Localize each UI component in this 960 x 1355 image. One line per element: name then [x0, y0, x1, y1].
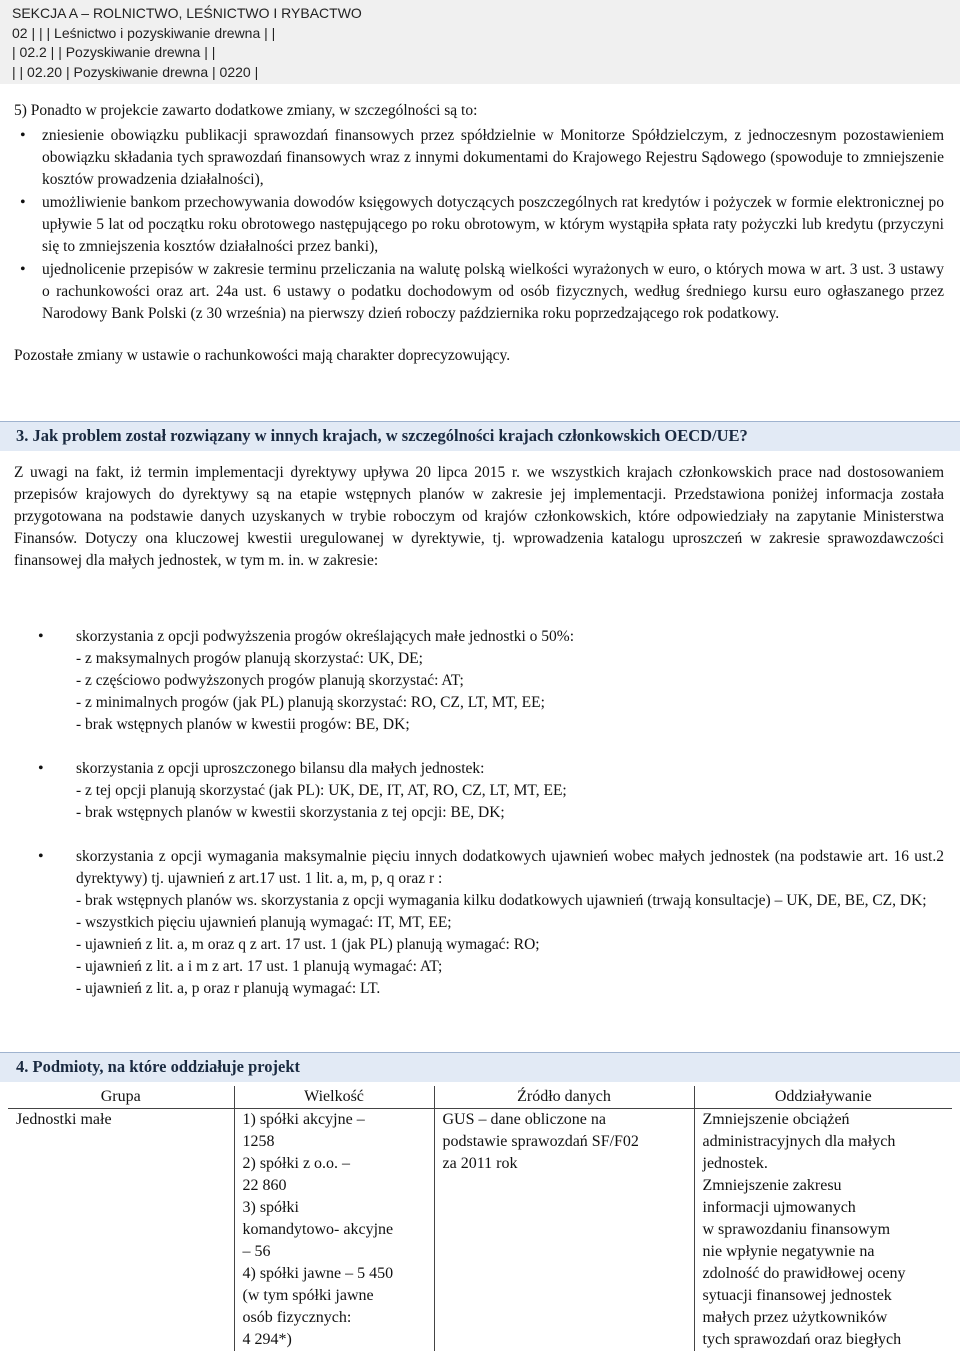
bullet-sub-item: - z minimalnych progów (jak PL) planują skorzystać: RO, CZ, LT, MT, EE;	[76, 694, 545, 711]
bullet-sub-item: - brak wstępnych planów ws. skorzystania z opcji wymagania kilku dodatkowych ujawnień (trwają konsultacje) – UK, DE, BE, CZ, DK;	[76, 892, 927, 909]
bullet-sub-item: - ujawnień z lit. a, m oraz q z art. 17 ust. 1 (jak PL) planują wymagać: RO;	[76, 936, 540, 953]
section-3-heading: 3. Jak problem został rozwiązany w innych krajach, w szczególności krajach członkowskich OECD/UE?	[0, 421, 960, 451]
bullet-sub-item: - ujawnień z lit. a i m z art. 17 ust. 1 planują wymagać: AT;	[76, 958, 443, 975]
section-4-heading: 4. Podmioty, na które oddziałuje projekt	[0, 1052, 960, 1082]
bullet-title: • skorzystania z opcji podwyższenia progów określających małe jednostki o 50%:	[76, 628, 575, 645]
bullet-sub-item: - z częściowo podwyższonych progów planują skorzystać: AT;	[76, 672, 464, 689]
impact-line: w sprawozdaniu finansowym	[702, 1221, 891, 1238]
bullet-sub-item: - brak wstępnych planów w kwestii skorzystania z tej opcji: BE, DK;	[76, 804, 505, 821]
cell-impact	[694, 1109, 952, 1352]
header-line-section: SEKCJA A – ROLNICTWO, LEŚNICTWO I RYBACTWO	[12, 5, 362, 21]
section-5-note: Pozostałe zmiany w ustawie o rachunkowości mają charakter doprecyzowujący.	[14, 347, 511, 364]
source-line: GUS – dane obliczone na	[442, 1111, 607, 1128]
list-item: • umożliwienie bankom przechowywania dowodów księgowych dotyczących poszczególnych rat kredytów i pożyczek w formie elektronicznej po upływie 5 lat od początku roku obrotowego następującego po roku obrotowym, w którym wystąpiła spłata raty pożyczki lub kredytu (przyczyni się to zmniejszenia kosztów działalności przez banki),	[14, 192, 944, 258]
size-line: (w tym spółki jawne	[242, 1287, 374, 1304]
section-5-lead: 5) Ponadto w projekcie zawarto dodatkowe zmiany, w szczególności są to:	[14, 102, 478, 119]
impact-line: nie wpłynie negatywnie na	[702, 1243, 875, 1260]
group-text: Jednostki małe	[16, 1111, 112, 1128]
impact-line: Zmniejszenie obciążeń	[702, 1111, 850, 1128]
size-line: 3) spółki	[242, 1199, 299, 1216]
affected-entities-table	[8, 1086, 952, 1351]
size-line: – 56	[242, 1243, 271, 1260]
impact-line: tych sprawozdań oraz biegłych	[702, 1331, 902, 1348]
impact-line: informacji ujmowanych	[702, 1199, 856, 1216]
header-line-class: | | 02.20 | Pozyskiwanie drewna | 0220 |	[12, 63, 259, 80]
column-header-source: Źródło danych	[434, 1086, 694, 1109]
list-item	[14, 846, 944, 1000]
bullet-title: • skorzystania z opcji uproszczonego bilansu dla małych jednostek:	[76, 760, 485, 777]
impact-line: administracyjnych dla małych	[702, 1133, 896, 1150]
section-3-bullet-list	[14, 626, 944, 1022]
section-3-paragraph: Z uwagi na fakt, iż termin implementacji dyrektywy upływa 20 lipca 2015 r. we wszystkich krajach członkowskich prace nad dostosowaniem przepisów krajowych do dyrektywy są na etapie wstępnych planów w zakresie jej implementacji. Przedstawiona poniżej informacja została przygotowana na podstawie danych uzyskanych w trybie roboczym od krajów członkowskich, które odpowiedziały na zapytanie Ministerstwa Finansów. Dotyczy ona kluczowej kwestii uregulowanej w dyrektywie, tj. wprowadzenia katalogu uproszczeń w zakresie sprawozdawczości finansowej dla małych jednostek, w tym m. in. w zakresie:	[14, 464, 944, 569]
size-line: komandytowo- akcyjne	[242, 1221, 394, 1238]
size-line: 4 294*)	[242, 1331, 292, 1348]
bullet-sub-item: - brak wstępnych planów w kwestii progów: BE, DK;	[76, 716, 410, 733]
bullet-sub-item: - wszystkich pięciu ujawnień planują wymagać: IT, MT, EE;	[76, 914, 452, 931]
column-header-group: Grupa	[8, 1086, 234, 1109]
size-line: 4) spółki jawne – 5 450	[242, 1265, 394, 1282]
column-header-impact: Oddziaływanie	[694, 1086, 952, 1109]
impact-line: zdolność do prawidłowej oceny	[702, 1265, 906, 1282]
size-line: 22 860	[242, 1177, 287, 1194]
cell-source	[434, 1109, 694, 1352]
bullet-sub-item: - z tej opcji planują skorzystać (jak PL): UK, DE, IT, AT, RO, CZ, LT, MT, EE;	[76, 782, 567, 799]
impact-line: sytuacji finansowej jednostek	[702, 1287, 892, 1304]
classification-header	[0, 0, 960, 84]
column-header-size: Wielkość	[234, 1086, 434, 1109]
list-item: • zniesienie obowiązku publikacji sprawozdań finansowych przez spółdzielnie w Monitorze Spółdzielczym, z jednoczesnym pozostawieniem obowiązku składania tych sprawozdań finansowych wraz z innymi dokumentami do Krajowego Rejestru Sądowego (spowoduje to zmniejszenie kosztów prowadzenia działalności),	[14, 125, 944, 191]
section-5-bullet-list	[14, 125, 944, 325]
bullet-sub-item: - z maksymalnych progów planują skorzystać: UK, DE;	[76, 650, 423, 667]
size-line: 1) spółki akcyjne –	[242, 1111, 365, 1128]
list-item	[14, 758, 944, 824]
table-header-row	[8, 1086, 952, 1109]
source-line: za 2011 rok	[442, 1155, 518, 1172]
header-line-group: | 02.2 | | Pozyskiwanie drewna | |	[12, 44, 216, 60]
section-5-changes	[14, 100, 944, 367]
cell-size	[234, 1109, 434, 1352]
source-line: podstawie sprawozdań SF/F02	[442, 1133, 639, 1150]
size-line: osób fizycznych:	[242, 1309, 352, 1326]
impact-line: jednostek.	[702, 1155, 768, 1172]
size-line: 2) spółki z o.o. –	[242, 1155, 351, 1172]
cell-group	[8, 1109, 234, 1352]
impact-line: małych przez użytkowników	[702, 1309, 888, 1326]
table-row	[8, 1109, 952, 1352]
size-line: 1258	[242, 1133, 275, 1150]
header-line-division: 02 | | | Leśnictwo i pozyskiwanie drewna | |	[12, 24, 276, 41]
list-item	[14, 626, 944, 736]
list-item: • ujednolicenie przepisów w zakresie terminu przeliczania na walutę polską wielkości wyrażonych w euro, o których mowa w art. 3 ust. 3 ustawy o rachunkowości oraz art. 24a ust. 6 ustawy o podatku dochodowym od osób fizycznych, według średniego kursu euro ogłaszanego przez Narodowy Bank Polski (z 30 września) na pierwszy dzień roboczy października roku poprzedzającego rok podatkowy.	[14, 259, 944, 325]
bullet-sub-item: - ujawnień z lit. a, p oraz r planują wymagać: LT.	[76, 980, 381, 997]
bullet-title: • skorzystania z opcji wymagania maksymalnie pięciu innych dodatkowych ujawnień wobec małych jednostek (na podstawie art. 16 ust.2 dyrektywy) tj. ujawnień z art.17 ust. 1 lit. a, m, p, q oraz r :	[76, 848, 944, 887]
impact-line: Zmniejszenie zakresu	[702, 1177, 842, 1194]
